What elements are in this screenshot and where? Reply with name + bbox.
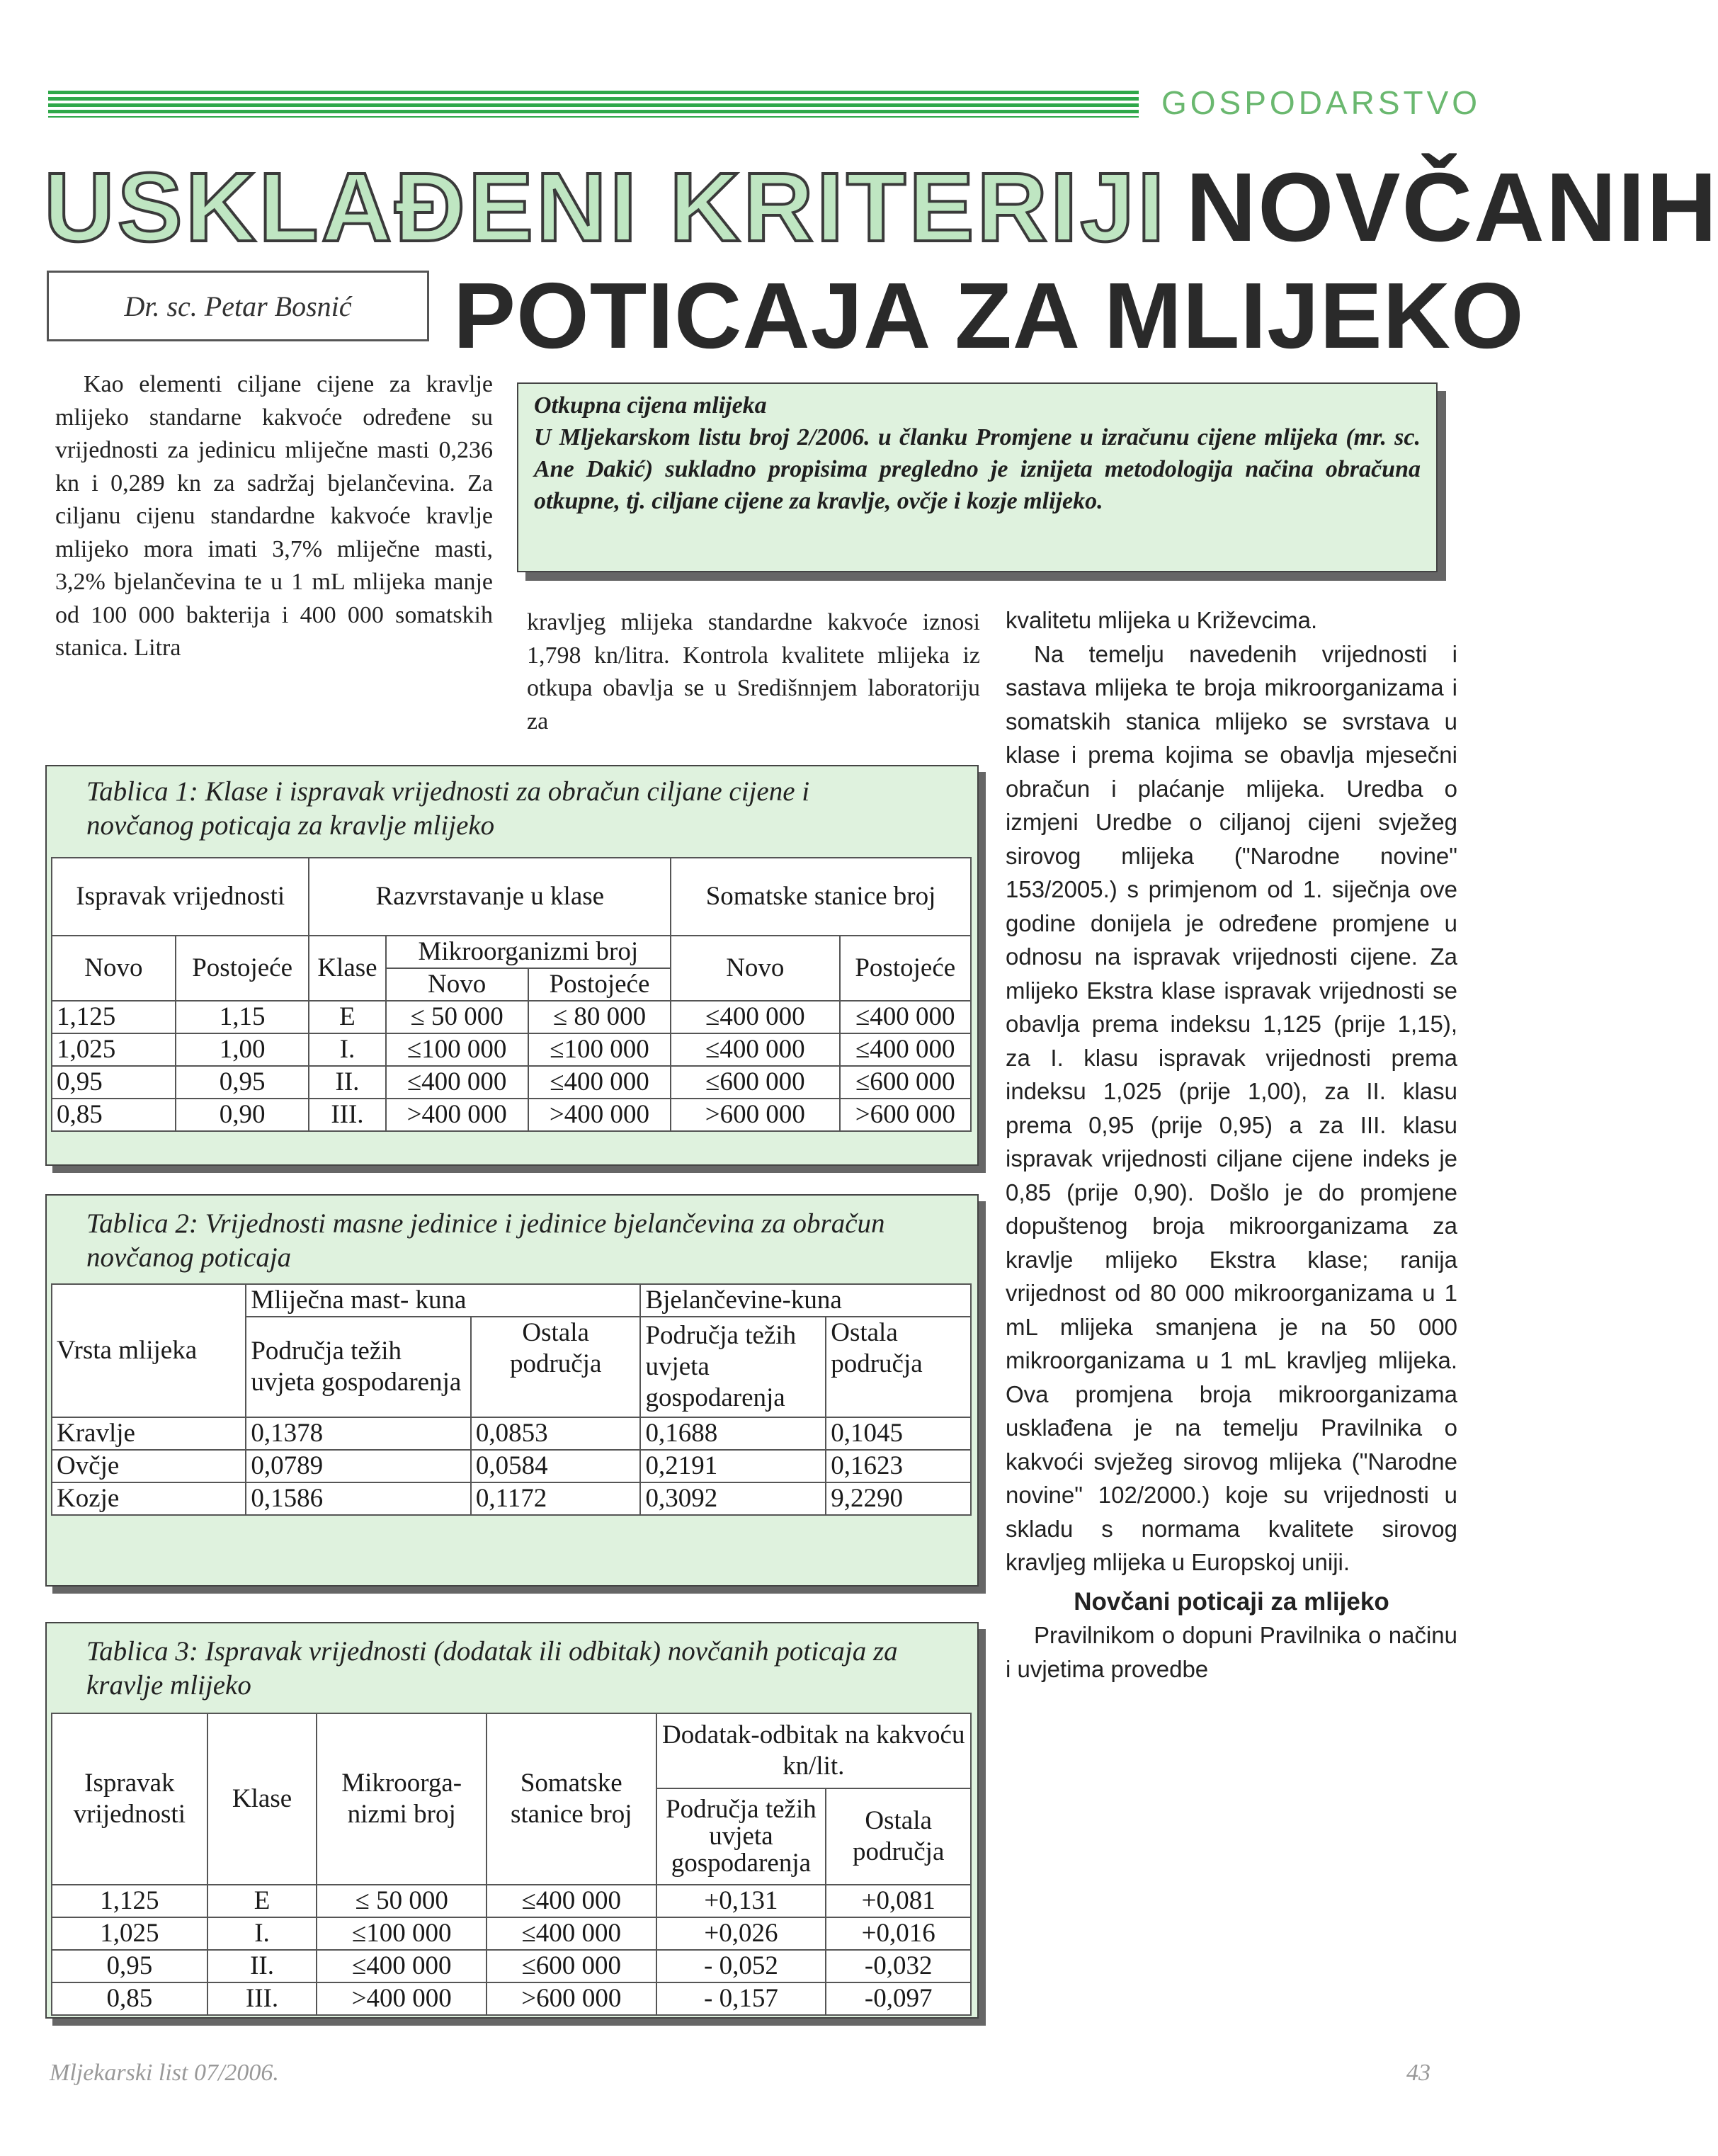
cell: +0,026 — [656, 1917, 826, 1950]
cell: 0,0584 — [471, 1450, 641, 1482]
header-cell: Novo — [52, 936, 176, 1001]
cell: ≤100 000 — [317, 1917, 487, 1950]
table-row — [52, 1950, 971, 1982]
header-cell: Mikroorganizmi broj — [386, 936, 671, 968]
cell: ≤600 000 — [840, 1066, 971, 1099]
cell: 0,3092 — [640, 1482, 826, 1515]
cell: +0,016 — [826, 1917, 971, 1950]
column-1-text — [55, 368, 493, 665]
page-number: 43 — [1406, 2060, 1430, 2086]
article-title-line1 — [44, 154, 1718, 261]
cell: ≤400 000 — [840, 1001, 971, 1033]
header-cell: Postojeće — [528, 968, 671, 1001]
cell: 1,025 — [52, 1033, 176, 1066]
table-row — [52, 1099, 971, 1131]
cell: >400 000 — [528, 1099, 671, 1131]
cell: ≤400 000 — [671, 1033, 839, 1066]
footer-journal: Mljekarski list 07/2006. — [50, 2060, 279, 2086]
paragraph: kravljeg mlijeka standardne kakvoće iznosi 1,798 kn/litra. Kontrola kvalitete mlijeka iz otkupa obavlja se u Središnnjem laboratoriju za — [527, 609, 980, 734]
header-cell: Bjelančevine-kuna — [640, 1284, 971, 1317]
article-title-line2: POTICAJA ZA MLIJEKO — [453, 263, 1525, 368]
table-row — [52, 936, 971, 968]
table-3-caption: Tablica 3: Ispravak vrijednosti (dodatak ili odbitak) novčanih poticaja za kravlje mlijeko — [86, 1636, 898, 1701]
header-cell: Postojeće — [840, 936, 971, 1001]
cell: Kravlje — [52, 1417, 246, 1450]
header-cell: Postojeće — [176, 936, 309, 1001]
author-name: Dr. sc. Petar Bosnić — [124, 290, 352, 322]
cell: E — [309, 1001, 385, 1033]
cell: ≤400 000 — [840, 1033, 971, 1066]
cell: ≤ 50 000 — [317, 1885, 487, 1917]
cell: >600 000 — [840, 1099, 971, 1131]
cell: +0,081 — [826, 1885, 971, 1917]
cell: II. — [207, 1950, 317, 1982]
table-3 — [51, 1713, 972, 2016]
cell: 0,1623 — [826, 1450, 971, 1482]
cell: ≤400 000 — [528, 1066, 671, 1099]
cell: +0,131 — [656, 1885, 826, 1917]
header-cell: Ostala područja — [471, 1317, 641, 1417]
cell: 1,15 — [176, 1001, 309, 1033]
header-cell: Područja težih uvjeta gospodarenja — [656, 1788, 826, 1885]
table-row — [52, 1450, 971, 1482]
cell: ≤ 50 000 — [386, 1001, 528, 1033]
cell: >600 000 — [487, 1982, 656, 2015]
header-cell: Područja težih uvjeta gospodarenja — [246, 1317, 471, 1417]
cell: 0,95 — [176, 1066, 309, 1099]
cell: I. — [309, 1033, 385, 1066]
table-2-caption: Tablica 2: Vrijednosti masne jedinice i jedinice bjelančevina za obračun novčanog poticaja — [86, 1208, 885, 1273]
cell: 0,1172 — [471, 1482, 641, 1515]
table-1-caption: Tablica 1: Klase i ispravak vrijednosti za obračun ciljane cijene i novčanog poticaja za kravlje mlijeko — [86, 776, 810, 841]
header-cell: Mikroorga- nizmi broj — [317, 1713, 487, 1885]
table-row — [52, 1033, 971, 1066]
cell: 0,95 — [52, 1066, 176, 1099]
header-cell: Klase — [207, 1713, 317, 1885]
cell: 0,1688 — [640, 1417, 826, 1450]
cell: III. — [207, 1982, 317, 2015]
table-1-panel — [45, 765, 979, 1166]
header-cell: Somatske stanice broj — [671, 858, 971, 936]
cell: 0,85 — [52, 1099, 176, 1131]
cell: 0,0853 — [471, 1417, 641, 1450]
subheading: Novčani poticaji za mlijeko — [1074, 1587, 1389, 1616]
cell: ≤100 000 — [528, 1033, 671, 1066]
paragraph: kvalitetu mlijeka u Križevcima. — [1006, 607, 1318, 633]
cell: I. — [207, 1917, 317, 1950]
cell: - 0,157 — [656, 1982, 826, 2015]
table-row — [52, 1001, 971, 1033]
table-row — [52, 1417, 971, 1450]
column-3-text — [1006, 603, 1457, 1686]
table-row — [52, 1284, 971, 1317]
header-cell: Somatske stanice broj — [487, 1713, 656, 1885]
header-cell: Mliječna mast- kuna — [246, 1284, 640, 1317]
header-cell: Vrsta mlijeka — [52, 1284, 246, 1417]
header-rule — [48, 91, 1139, 118]
paragraph: Na temelju navedenih vrijednosti i sastava mlijeka te broja mikroorganizama i somatskih stanica mlijeko se svrstava u klase i prema kojima se obavlja mjesečni obračun i plaćanje mlijeka. Uredba o izmjeni Uredbe o ciljanoj cijeni svježeg sirovog mlijeka ("Narodne novine" 153/2005.) s primjenom od 1. siječnja ove godine donijela je određene promjene u odnosu na ispravak vrijednosti cijene. Za mlijeko Ekstra klase ispravak vrijednosti se obavlja prema indeksu 1,125 (prije 1,15), za I. klasu ispravak vrijednosti prema indeksu 1,025 (prije 1,00), za II. klasu prema 0,95 (prije 0,95) a za III. klasu ispravak vrijednosti ciljane cijene indeks je 0,85 (prije 0,90). Došlo je do promjene dopuštenog broja mikroorganizama za kravlje mlijeko Ekstra klase; ranija vrijednost od 80 000 mikroorganizama u 1 mL mlijeka smanjena je na 50 000 mikroorganizama u 1 mL kravljeg mlijeka. Ova promjena broja mikroorganizama usklađena je na temelju Pravilnika o kakvoći svježeg sirovog mlijeka ("Narodne novine" 102/2000.) koje su vrijednosti u skladu s normama kvalitete sirovog kravljeg mlijeka u Europskoj uniji. — [1006, 640, 1457, 1575]
header-cell: Ostala područja — [826, 1788, 971, 1885]
cell: 0,1378 — [246, 1417, 471, 1450]
callout-text: U Mljekarskom listu broj 2/2006. u članku Promjene u izračunu cijene mlijeka (mr. sc. Ane Dakić) sukladno propisima pregledno je iznijeta metodologija načina obračuna otkupne, tj. ciljane cijene za kravlje, ovčje i kozje mlijeko. — [534, 424, 1421, 514]
paragraph: Kao elementi ciljane cijene za kravlje mlijeko standarne kakvoće određene su vrijednosti za jedinicu mliječne masti 0,236 kn i 0,289 kn za sadržaj bjelančevina. Za ciljanu cijenu standardne kakvoće kravlje mlijeko mora imati 3,7% mliječne masti, 3,2% bjelančevina te u 1 mL mlijeka manje od 100 000 bakterija i 400 000 somatskih stanica. Litra — [55, 371, 493, 661]
cell: ≤400 000 — [671, 1001, 839, 1033]
section-label: GOSPODARSTVO — [1161, 84, 1481, 121]
cell: 0,1586 — [246, 1482, 471, 1515]
cell: ≤400 000 — [487, 1917, 656, 1950]
author-box — [47, 271, 429, 341]
table-row — [52, 1066, 971, 1099]
header-cell: Klase — [309, 936, 385, 1001]
cell: 0,95 — [52, 1950, 207, 1982]
table-row — [52, 1713, 971, 1788]
paragraph: Pravilnikom o dopuni Pravilnika o načinu i uvjetima provedbe — [1006, 1622, 1457, 1682]
cell: 9,2290 — [826, 1482, 971, 1515]
cell: 0,90 — [176, 1099, 309, 1131]
cell: >400 000 — [317, 1982, 487, 2015]
table-1 — [51, 857, 972, 1132]
header-cell: Dodatak-odbitak na kakvoću kn/lit. — [656, 1713, 971, 1788]
cell: II. — [309, 1066, 385, 1099]
title-outline-text: USKLAĐENI KRITERIJI — [44, 153, 1168, 262]
table-row — [52, 1482, 971, 1515]
header-cell: Novo — [671, 936, 839, 1001]
cell: -0,032 — [826, 1950, 971, 1982]
cell: - 0,052 — [656, 1950, 826, 1982]
header-cell: Ispravak vrijednosti — [52, 858, 309, 936]
cell: 1,125 — [52, 1885, 207, 1917]
cell: Ovčje — [52, 1450, 246, 1482]
cell: ≤600 000 — [487, 1950, 656, 1982]
cell: 1,025 — [52, 1917, 207, 1950]
title-solid-text: NOVČANIH — [1185, 153, 1718, 262]
table-row — [52, 1885, 971, 1917]
cell: 1,00 — [176, 1033, 309, 1066]
header-cell: Područja težih uvjeta gospodarenja — [640, 1317, 826, 1417]
cell: >600 000 — [671, 1099, 839, 1131]
cell: ≤ 80 000 — [528, 1001, 671, 1033]
cell: ≤400 000 — [386, 1066, 528, 1099]
cell: E — [207, 1885, 317, 1917]
cell: 1,125 — [52, 1001, 176, 1033]
cell: 0,2191 — [640, 1450, 826, 1482]
header-cell: Razvrstavanje u klase — [309, 858, 671, 936]
cell: Kozje — [52, 1482, 246, 1515]
cell: ≤100 000 — [386, 1033, 528, 1066]
cell: ≤400 000 — [487, 1885, 656, 1917]
header-cell: Ispravak vrijednosti — [52, 1713, 207, 1885]
cell: 0,0789 — [246, 1450, 471, 1482]
table-row — [52, 1917, 971, 1950]
callout-box — [517, 382, 1438, 572]
table-row — [52, 858, 971, 936]
cell: 0,1045 — [826, 1417, 971, 1450]
table-3-panel — [45, 1622, 979, 2019]
header-cell: Ostala područja — [826, 1317, 971, 1417]
header-cell: Novo — [386, 968, 528, 1001]
cell: ≤600 000 — [671, 1066, 839, 1099]
cell: -0,097 — [826, 1982, 971, 2015]
callout-title: Otkupna cijena mlijeka — [534, 392, 767, 419]
table-row — [52, 1982, 971, 2015]
cell: III. — [309, 1099, 385, 1131]
table-2 — [51, 1283, 972, 1516]
cell: ≤400 000 — [317, 1950, 487, 1982]
cell: >400 000 — [386, 1099, 528, 1131]
table-2-panel — [45, 1194, 979, 1587]
cell: 0,85 — [52, 1982, 207, 2015]
column-2-text — [527, 606, 980, 738]
